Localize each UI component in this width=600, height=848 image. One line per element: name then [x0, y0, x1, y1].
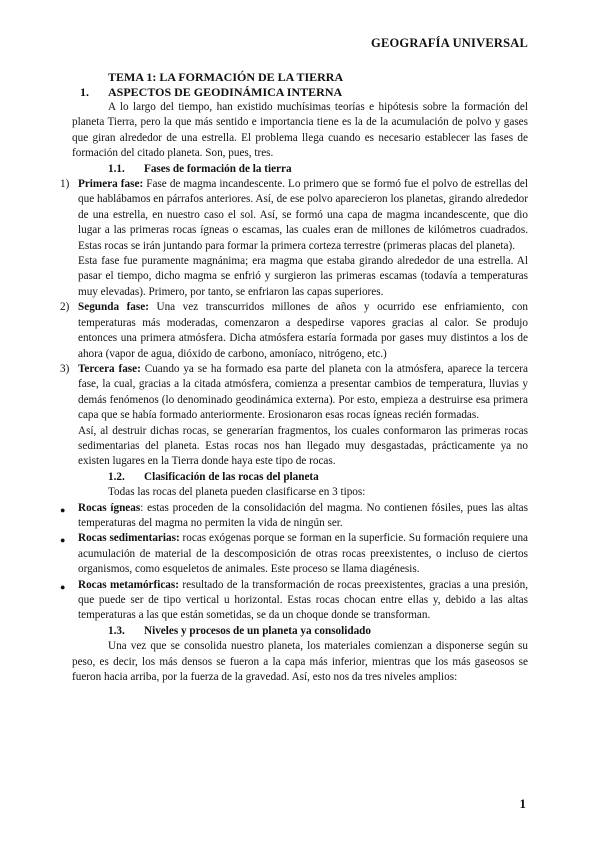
section-title: ASPECTOS DE GEODINÁMICA INTERNA [108, 85, 343, 99]
list-item [60, 362, 528, 470]
subsection-title: Clasificación de las rocas del planeta [144, 470, 319, 483]
page-content [60, 70, 528, 685]
bullet-icon: ● [60, 535, 66, 546]
page-title: TEMA 1: LA FORMACIÓN DE LA TIERRA [108, 70, 344, 84]
phase-label: Primera fase: [78, 178, 144, 191]
subsection-number: 1.3. [108, 624, 125, 637]
list-marker: 2) [60, 301, 70, 314]
phase-text: Una vez transcurridos millones de años y ocurrido ese enfriamiento, con temperaturas más moderadas, comenzaron a despedirse vapores gracias al calor. Se produjo entonces una primera atmósfera. Dicha atmósfera estaría formada por gases muy distintos a los de ahora (vapor de agua, dióxido de carbono, amoníaco, nitrógeno, etc.) [78, 301, 528, 360]
subsection-number: 1.1. [108, 162, 125, 175]
phase-label: Segunda fase: [78, 301, 149, 314]
list-item [60, 501, 528, 532]
rock-text: : estas proceden de la consolidación del magma. No contienen fósiles, pues las altas temperaturas del magma no permiten la vida de ningún ser. [78, 501, 528, 529]
subsection-title: Fases de formación de la tierra [144, 162, 292, 175]
rock-text: resultado de la transformación de rocas preexistentes, gracias a una presión, que puede ser de tipo vertical u horizontal. Estas rocas chocan entre ellas y, debido a las altas temperaturas a las que están sometidas, se da un choque donde se transforman. [78, 578, 528, 622]
list-item [60, 578, 528, 624]
list-item [60, 300, 528, 362]
section-number: 1. [80, 85, 89, 99]
phase-extra: Así, al destruir dichas rocas, se generarían fragmentos, los cuales conformaron las primeras rocas sedimentarias del planeta. Estas rocas nos han llegado muy desgastadas, prácticamente ya no existen lugares en la Tierra donde haya este tipo de rocas. [78, 424, 528, 468]
phase-extra: Esta fase fue puramente magnánima; era magma que estaba girando alrededor de una estrella. Al pasar el tiempo, dicho magma se enfrió y surgieron las primeras escamas (todavía a temperaturas muy elevadas). Primero, por tanto, se enfriaron las capas superiores. [78, 255, 528, 298]
subsection-title: Niveles y procesos de un planeta ya consolidado [144, 624, 371, 637]
bullet-icon: ● [60, 581, 66, 592]
phase-label: Tercera fase: [78, 362, 141, 375]
phase-text: Cuando ya se ha formado esa parte del planeta con la atmósfera, aparece la tercera fase, la cual, gracias a la citada atmósfera, comienza a presentar cambios de temperatura, lluvias y demás fenómenos (lo denominado geodinámica externa). Por esto, empieza a destruirse esa primera capa que se había formado anteriormente. Erosionaron esas rocas ígneas recién formadas. [78, 362, 528, 422]
list-marker: 3) [60, 362, 70, 375]
subsection-heading [108, 162, 528, 177]
rock-label: Rocas metamórficas: [78, 578, 179, 591]
rock-label: Rocas sedimentarias: [78, 532, 180, 545]
levels-intro: Una vez que se consolida nuestro planeta, los materiales comienzan a disponerse según su peso, es decir, los más densos se fueron a la capa más inferior, mientras que los más gaseosos se fueron hacia arriba, por la fuerza de la gravedad. Así, esto nos da tres niveles amplios: [72, 640, 528, 684]
section-heading [72, 85, 528, 100]
rock-label: Rocas ígneas [78, 501, 141, 514]
bullet-icon: ● [60, 504, 66, 515]
page-number: 1 [519, 796, 526, 811]
list-item [60, 177, 528, 300]
page-header: GEOGRAFÍA UNIVERSAL [371, 36, 528, 50]
intro-paragraph: A lo largo del tiempo, han existido muchísimas teorías e hipótesis sobre la formación del planeta Tierra, pero la que más sentido e importancia tiene es la de la acumulación de polvo y gases que giran alrededor de una estrella. El problema llega cuando es necesario establecer las fases de formación del citado planeta. Son, pues, tres. [72, 101, 528, 160]
list-item [60, 531, 528, 577]
subsection-heading [108, 470, 528, 485]
subsection-heading [108, 624, 528, 639]
phase-text: Fase de magma incandescente. Lo primero que se formó fue el polvo de estrellas del que hablábamos en párrafos anteriores. Así, de ese polvo aparecieron los planetas, girando alrededor de una estrella, en nuestro caso el sol. Así, se formó una capa de magma incandescente, que dio lugar a las primeras rocas ígneas o escamas, las cuales eran de millones de kilómetros cuadrados. Estas rocas se irán juntando para formar la primera corteza terrestre (primeras placas del planeta). [78, 178, 528, 252]
rocks-intro: Todas las rocas del planeta pueden clasificarse en 3 tipos: [108, 486, 366, 499]
list-marker: 1) [60, 178, 70, 191]
rock-text: rocas exógenas porque se forman en la superficie. Su formación requiere una acumulación de material de la descomposición de otras rocas preexistentes, o incluso de ciertos organismos, como esqueletos de animales. Este proceso se llama diagénesis. [78, 532, 528, 576]
subsection-number: 1.2. [108, 470, 125, 483]
